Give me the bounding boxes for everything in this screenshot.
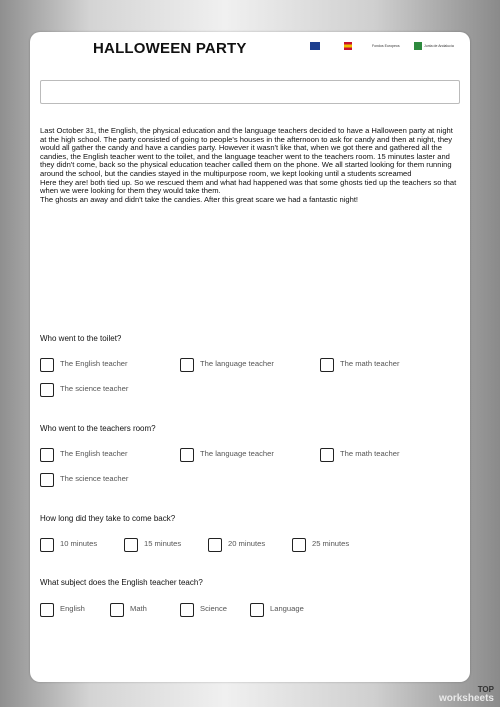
checkbox[interactable] <box>292 538 306 552</box>
checkbox[interactable] <box>40 383 54 397</box>
checkbox[interactable] <box>208 538 222 552</box>
option-label: English <box>60 604 85 613</box>
sponsor-logos <box>310 42 460 54</box>
checkbox[interactable] <box>250 603 264 617</box>
spain-gov-logo-icon <box>344 42 352 50</box>
option-label: Science <box>200 604 228 613</box>
option-label: The language teacher <box>200 359 274 368</box>
eu-flag-icon <box>310 42 320 50</box>
option-label: The science teacher <box>60 474 129 483</box>
name-input-box[interactable] <box>40 80 460 104</box>
page-title: HALLOWEEN PARTY <box>93 40 247 57</box>
checkbox[interactable] <box>110 603 124 617</box>
option-label: 20 minutes <box>228 539 266 548</box>
option-label: 10 minutes <box>60 539 98 548</box>
option-label: Language <box>270 604 304 613</box>
option-label: 15 minutes <box>144 539 182 548</box>
option-label: The English teacher <box>60 359 128 368</box>
story-text <box>40 127 460 204</box>
story-paragraph-3: The ghosts an away and didn't take the candies. After this great scare we had a fantastic night! <box>40 194 359 204</box>
story-paragraph-1: Last October 31, the English, the physical education and the language teachers decided to have a Halloween party at night at the high school. The party consisted of going to people's houses in the afternoon to ask for candy and then at night, they would all gather the candy and have a candies party. However it wasn't like that, when we got there and gathered all the candies, the English teacher went to the toilet, and the language teacher went to the teachers room. 15 minutes laster and they didn't come, back so the physical education teacher called them on the phone. We all started looking for them running around the school, but the candies stayed in the multipurpose room, we kept looking until a students screamed <box>40 126 453 178</box>
question-4: What subject does the English teacher teach? <box>40 578 203 587</box>
checkbox[interactable] <box>40 448 54 462</box>
checkbox[interactable] <box>180 358 194 372</box>
story-paragraph-2: Here they are! both tied up. So we rescued them and what had happened was that some ghosts tied up the teachers so that when we were looking for them they would take them. <box>40 177 457 196</box>
checkbox[interactable] <box>320 448 334 462</box>
fondos-europeos-logo: Fondos Europeos <box>372 44 400 48</box>
checkbox[interactable] <box>180 448 194 462</box>
option-label: 25 minutes <box>312 539 350 548</box>
checkbox[interactable] <box>40 473 54 487</box>
junta-andalucia-logo-icon <box>414 42 422 50</box>
checkbox[interactable] <box>180 603 194 617</box>
option-label: The language teacher <box>200 449 274 458</box>
checkbox[interactable] <box>40 358 54 372</box>
checkbox[interactable] <box>40 603 54 617</box>
footer-top-text: TOP <box>477 685 494 694</box>
option-label: The math teacher <box>340 449 400 458</box>
option-label: The science teacher <box>60 384 129 393</box>
footer-brand <box>439 685 494 703</box>
option-label: Math <box>130 604 147 613</box>
worksheet-page <box>30 32 470 682</box>
question-2: Who went to the teachers room? <box>40 424 156 433</box>
question-1: Who went to the toilet? <box>40 334 122 343</box>
checkbox[interactable] <box>40 538 54 552</box>
option-label: The math teacher <box>340 359 400 368</box>
junta-andalucia-logo-text: Junta de Andalucía <box>424 44 454 48</box>
checkbox[interactable] <box>124 538 138 552</box>
footer-brand-text: worksheets <box>438 693 494 704</box>
checkbox[interactable] <box>320 358 334 372</box>
option-label: The English teacher <box>60 449 128 458</box>
question-3: How long did they take to come back? <box>40 514 176 523</box>
